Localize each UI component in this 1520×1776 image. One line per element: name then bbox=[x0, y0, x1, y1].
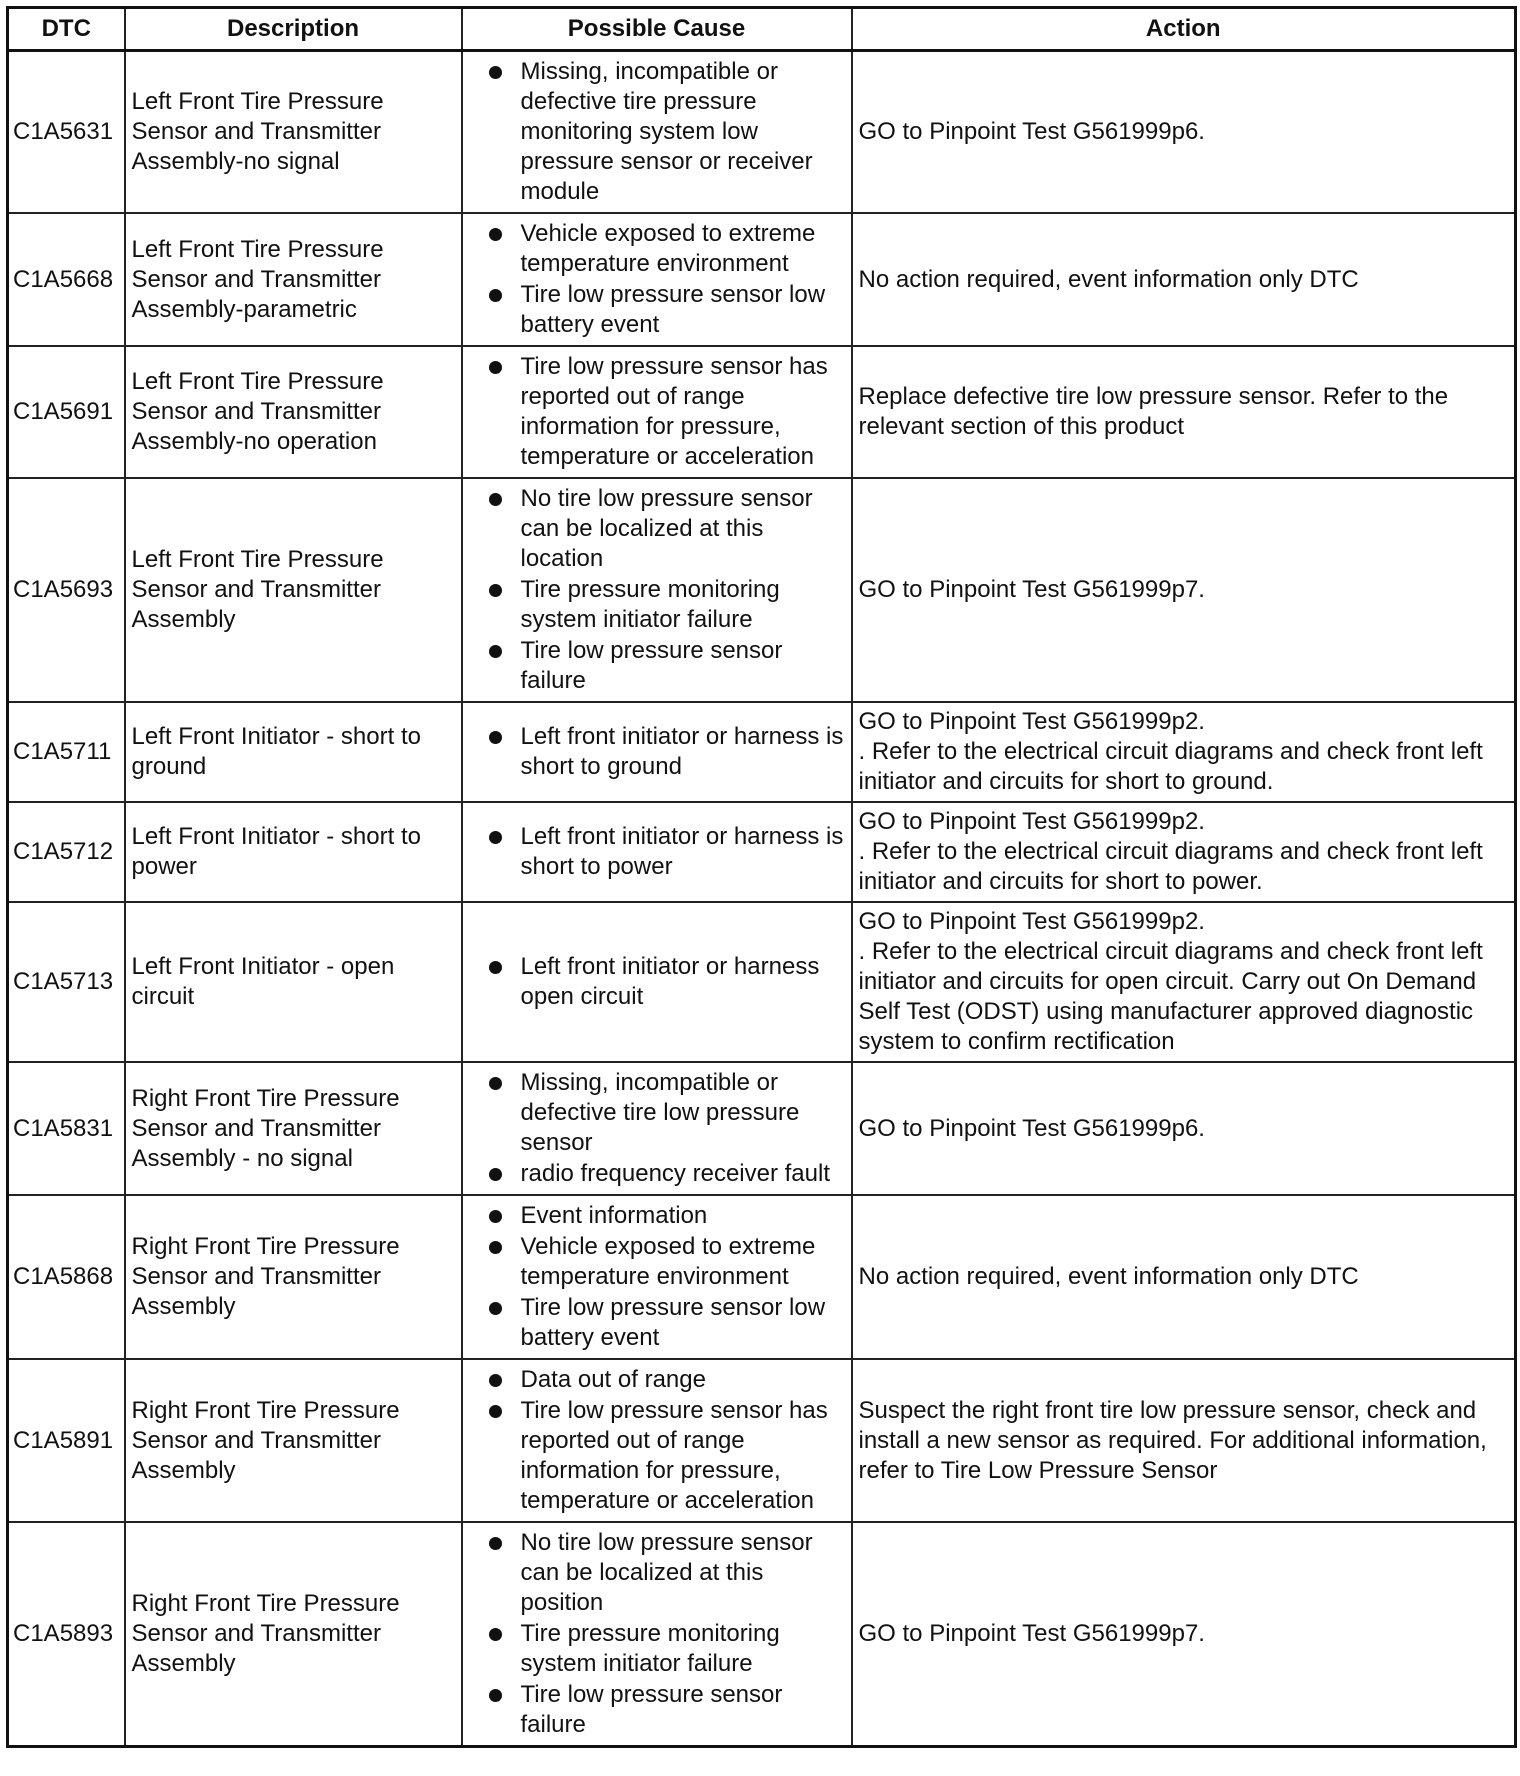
action-text: Replace defective tire low pressure sensor. Refer to the relevant section of this product bbox=[858, 383, 1449, 440]
possible-cause-text: Tire low pressure sensor low battery event bbox=[520, 281, 826, 338]
action-text: GO to Pinpoint Test G561999p2. bbox=[858, 908, 1205, 935]
possible-cause-text: No tire low pressure sensor can be localized at this location bbox=[520, 485, 813, 572]
bullet-icon bbox=[489, 361, 502, 374]
header-description: Description bbox=[125, 8, 462, 51]
list-item bbox=[467, 352, 845, 472]
list-item bbox=[467, 1068, 845, 1158]
action-text: GO to Pinpoint Test G561999p2. bbox=[858, 808, 1205, 835]
bullet-icon bbox=[489, 1689, 502, 1702]
list-item bbox=[467, 822, 845, 882]
action-cell bbox=[852, 213, 1516, 346]
bullet-icon bbox=[489, 645, 502, 658]
bullet-icon bbox=[489, 831, 502, 844]
header-possible-cause: Possible Cause bbox=[462, 8, 852, 51]
list-item bbox=[467, 1528, 845, 1618]
bullet-icon bbox=[489, 1168, 502, 1181]
dtc-description: Left Front Tire Pressure Sensor and Transmitter Assembly-no signal bbox=[125, 51, 462, 214]
list-item bbox=[467, 219, 845, 279]
bullet-icon bbox=[489, 289, 502, 302]
action-text: GO to Pinpoint Test G561999p6. bbox=[858, 1114, 1205, 1142]
possible-cause-text: Data out of range bbox=[520, 1366, 706, 1393]
table-row bbox=[8, 902, 1516, 1062]
possible-cause-text: Tire low pressure sensor low battery event bbox=[520, 1294, 826, 1351]
action-cell bbox=[852, 1195, 1516, 1359]
list-item bbox=[467, 484, 845, 574]
action-text: GO to Pinpoint Test G561999p7. bbox=[858, 1620, 1205, 1647]
action-cell bbox=[852, 346, 1516, 478]
dtc-description: Left Front Tire Pressure Sensor and Transmitter Assembly-parametric bbox=[125, 213, 462, 346]
possible-cause-list bbox=[467, 57, 845, 207]
action-text: GO to Pinpoint Test G561999p2. bbox=[858, 708, 1205, 735]
action-text: Suspect the right front tire low pressure sensor, check and install a new sensor as required. For additional information, refer to Tire Low Pressure Sensor bbox=[858, 1396, 1487, 1484]
list-item bbox=[467, 952, 845, 1012]
dtc-code: C1A5631 bbox=[8, 51, 125, 214]
dtc-code: C1A5891 bbox=[8, 1359, 125, 1522]
table-row bbox=[8, 802, 1516, 902]
dtc-code: C1A5831 bbox=[8, 1062, 125, 1195]
list-item bbox=[467, 1396, 845, 1516]
dtc-table-container bbox=[6, 6, 1514, 1748]
dtc-description: Left Front Initiator - short to ground bbox=[125, 702, 462, 802]
table-row bbox=[8, 478, 1516, 702]
action-text: GO to Pinpoint Test G561999p7. bbox=[858, 576, 1205, 603]
possible-cause-list bbox=[467, 484, 845, 696]
possible-cause-cell bbox=[462, 1522, 852, 1747]
action-text: . Refer to the electrical circuit diagrams and check front left initiator and circuits for short to ground. bbox=[858, 738, 1483, 795]
possible-cause-list bbox=[467, 822, 845, 882]
action-text: No action required, event information only DTC bbox=[858, 265, 1359, 293]
possible-cause-cell bbox=[462, 346, 852, 478]
dtc-code: C1A5893 bbox=[8, 1522, 125, 1747]
bullet-icon bbox=[489, 1210, 502, 1223]
bullet-icon bbox=[489, 1628, 502, 1641]
table-row bbox=[8, 1195, 1516, 1359]
bullet-icon bbox=[489, 1537, 502, 1550]
action-cell bbox=[852, 478, 1516, 702]
possible-cause-text: Missing, incompatible or defective tire low pressure sensor bbox=[520, 1069, 800, 1156]
list-item bbox=[467, 1680, 845, 1740]
possible-cause-text: Left front initiator or harness is short to ground bbox=[520, 723, 844, 780]
dtc-code: C1A5713 bbox=[8, 902, 125, 1062]
list-item bbox=[467, 1159, 845, 1189]
action-cell bbox=[852, 1522, 1516, 1747]
list-item bbox=[467, 1201, 845, 1231]
action-text: . Refer to the electrical circuit diagrams and check front left initiator and circuits for short to power. bbox=[858, 838, 1483, 895]
bullet-icon bbox=[489, 731, 502, 744]
possible-cause-list bbox=[467, 952, 845, 1012]
list-item bbox=[467, 1293, 845, 1353]
possible-cause-cell bbox=[462, 1359, 852, 1522]
table-row bbox=[8, 51, 1516, 214]
table-row bbox=[8, 1062, 1516, 1195]
possible-cause-cell bbox=[462, 213, 852, 346]
possible-cause-text: Vehicle exposed to extreme temperature environment bbox=[520, 1233, 816, 1290]
dtc-description: Right Front Tire Pressure Sensor and Transmitter Assembly bbox=[125, 1522, 462, 1747]
possible-cause-cell bbox=[462, 702, 852, 802]
table-row bbox=[8, 1359, 1516, 1522]
action-cell bbox=[852, 902, 1516, 1062]
possible-cause-list bbox=[467, 1068, 845, 1189]
dtc-code: C1A5711 bbox=[8, 702, 125, 802]
list-item bbox=[467, 722, 845, 782]
table-row bbox=[8, 346, 1516, 478]
possible-cause-list bbox=[467, 1201, 845, 1353]
possible-cause-text: Missing, incompatible or defective tire pressure monitoring system low pressure sensor or receiver module bbox=[520, 58, 813, 205]
bullet-icon bbox=[489, 1405, 502, 1418]
bullet-icon bbox=[489, 1374, 502, 1387]
possible-cause-text: Tire low pressure sensor has reported out of range information for pressure, temperature or acceleration bbox=[520, 353, 828, 470]
dtc-code: C1A5668 bbox=[8, 213, 125, 346]
table-header-row bbox=[8, 8, 1516, 51]
dtc-code: C1A5868 bbox=[8, 1195, 125, 1359]
dtc-code: C1A5693 bbox=[8, 478, 125, 702]
possible-cause-cell bbox=[462, 1062, 852, 1195]
bullet-icon bbox=[489, 1077, 502, 1090]
possible-cause-list bbox=[467, 722, 845, 782]
dtc-description: Left Front Initiator - open circuit bbox=[125, 902, 462, 1062]
list-item bbox=[467, 575, 845, 635]
possible-cause-text: No tire low pressure sensor can be localized at this position bbox=[520, 1529, 813, 1616]
dtc-description: Right Front Tire Pressure Sensor and Transmitter Assembly bbox=[125, 1195, 462, 1359]
possible-cause-text: Tire low pressure sensor failure bbox=[520, 1681, 783, 1738]
dtc-description: Left Front Tire Pressure Sensor and Transmitter Assembly bbox=[125, 478, 462, 702]
possible-cause-text: Left front initiator or harness open circuit bbox=[520, 953, 820, 1010]
list-item bbox=[467, 1619, 845, 1679]
list-item bbox=[467, 280, 845, 340]
action-cell bbox=[852, 1359, 1516, 1522]
possible-cause-text: Tire low pressure sensor failure bbox=[520, 637, 783, 694]
bullet-icon bbox=[489, 1241, 502, 1254]
possible-cause-cell bbox=[462, 478, 852, 702]
dtc-description: Left Front Initiator - short to power bbox=[125, 802, 462, 902]
possible-cause-text: Event information bbox=[520, 1202, 708, 1229]
bullet-icon bbox=[489, 1302, 502, 1315]
possible-cause-cell bbox=[462, 1195, 852, 1359]
list-item bbox=[467, 636, 845, 696]
list-item bbox=[467, 1365, 845, 1395]
possible-cause-cell bbox=[462, 51, 852, 214]
possible-cause-list bbox=[467, 219, 845, 340]
action-cell bbox=[852, 1062, 1516, 1195]
possible-cause-text: Tire pressure monitoring system initiator failure bbox=[520, 1620, 780, 1677]
action-cell bbox=[852, 702, 1516, 802]
action-text: GO to Pinpoint Test G561999p6. bbox=[858, 118, 1205, 145]
list-item bbox=[467, 57, 845, 207]
action-cell bbox=[852, 802, 1516, 902]
dtc-code: C1A5712 bbox=[8, 802, 125, 902]
header-action: Action bbox=[852, 8, 1516, 51]
action-text: No action required, event information only DTC bbox=[858, 1263, 1359, 1290]
header-dtc: DTC bbox=[8, 8, 125, 51]
possible-cause-text: Vehicle exposed to extreme temperature environment bbox=[520, 220, 816, 277]
possible-cause-list bbox=[467, 1365, 845, 1516]
table-row bbox=[8, 213, 1516, 346]
possible-cause-cell bbox=[462, 802, 852, 902]
possible-cause-text: Tire low pressure sensor has reported out of range information for pressure, temperature or acceleration bbox=[520, 1397, 828, 1514]
action-text: . Refer to the electrical circuit diagrams and check front left initiator and circuits for open circuit. Carry out On Demand Self Test (ODST) using manufacturer approved diagnostic system to confirm rectification bbox=[858, 938, 1483, 1055]
table-row bbox=[8, 1522, 1516, 1747]
possible-cause-list bbox=[467, 1528, 845, 1740]
dtc-description: Right Front Tire Pressure Sensor and Transmitter Assembly bbox=[125, 1359, 462, 1522]
possible-cause-text: Left front initiator or harness is short to power bbox=[520, 823, 844, 880]
table-body bbox=[8, 51, 1516, 1747]
bullet-icon bbox=[489, 228, 502, 241]
possible-cause-cell bbox=[462, 902, 852, 1062]
dtc-code: C1A5691 bbox=[8, 346, 125, 478]
dtc-description: Right Front Tire Pressure Sensor and Transmitter Assembly - no signal bbox=[125, 1062, 462, 1195]
list-item bbox=[467, 1232, 845, 1292]
dtc-description: Left Front Tire Pressure Sensor and Transmitter Assembly-no operation bbox=[125, 346, 462, 478]
action-cell bbox=[852, 51, 1516, 214]
table-row bbox=[8, 702, 1516, 802]
possible-cause-text: radio frequency receiver fault bbox=[520, 1160, 830, 1187]
dtc-table bbox=[6, 6, 1517, 1748]
bullet-icon bbox=[489, 493, 502, 506]
bullet-icon bbox=[489, 66, 502, 79]
possible-cause-list bbox=[467, 352, 845, 472]
bullet-icon bbox=[489, 584, 502, 597]
bullet-icon bbox=[489, 961, 502, 974]
possible-cause-text: Tire pressure monitoring system initiator failure bbox=[520, 576, 780, 633]
